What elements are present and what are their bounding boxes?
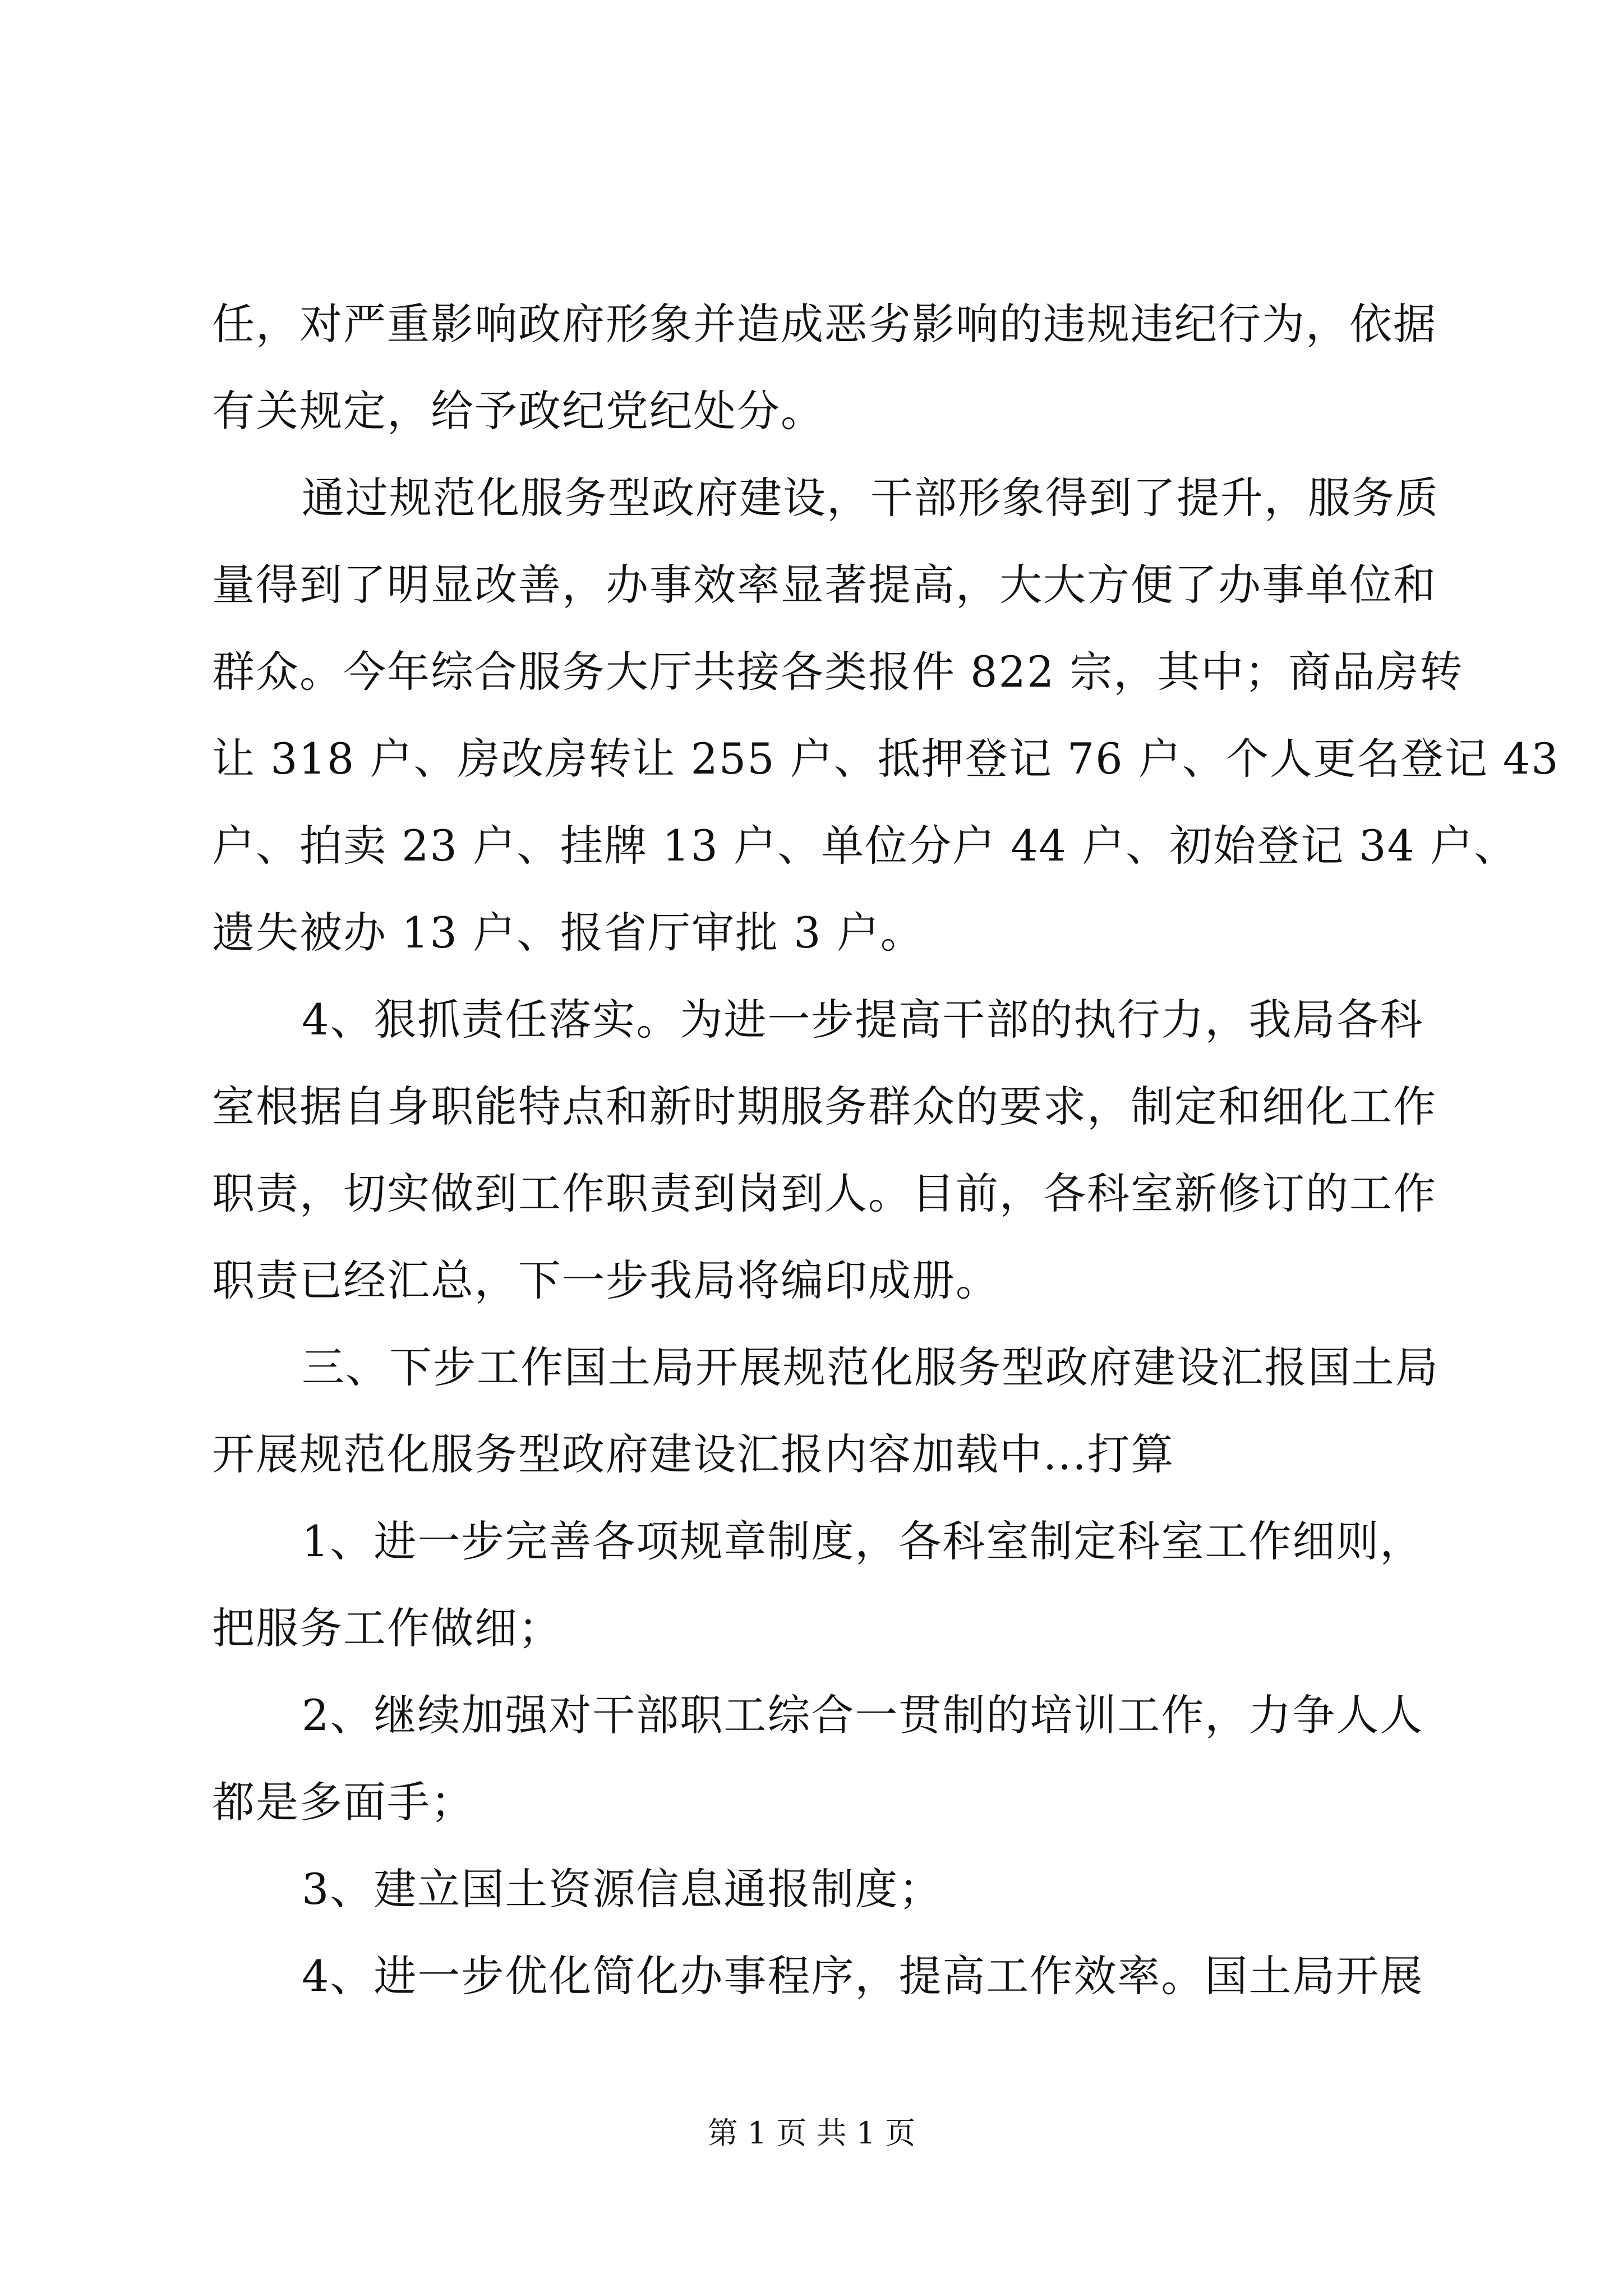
text-line: 通过规范化服务型政府建设，干部形象得到了提升，服务质 xyxy=(302,473,1439,523)
text-line: 1、进一步完善各项规章制度，各科室制定科室工作细则， xyxy=(302,1516,1424,1566)
text-line: 户、拍卖 23 户、挂牌 13 户、单位分户 44 户、初始登记 34 户、 xyxy=(212,821,1518,871)
text-line: 三、下步工作国土局开展规范化服务型政府建设汇报国土局 xyxy=(302,1342,1439,1392)
text-line: 3、建立国土资源信息通报制度； xyxy=(302,1864,943,1914)
text-line: 都是多面手； xyxy=(212,1777,474,1827)
text-line: 室根据自身职能特点和新时期服务群众的要求，制定和细化工作 xyxy=(212,1082,1437,1131)
text-line: 让 318 户、房改房转让 255 户、抵押登记 76 户、个人更名登记 43 xyxy=(212,734,1560,784)
text-line: 4、狠抓责任落实。为进一步提高干部的执行力，我局各科 xyxy=(302,995,1424,1045)
text-line: 遗失被办 13 户、报省厅审批 3 户。 xyxy=(212,908,924,958)
text-line: 4、进一步优化简化办事程序，提高工作效率。国土局开展 xyxy=(302,1951,1424,2001)
text-line: 群众。今年综合服务大厅共接各类报件 822 宗，其中；商品房转 xyxy=(212,647,1464,697)
page-footer: 第 1 页 共 1 页 xyxy=(707,2115,916,2151)
text-line: 职责已经汇总，下一步我局将编印成册。 xyxy=(212,1255,999,1305)
text-line: 有关规定，给予政纪党纪处分。 xyxy=(212,386,824,436)
document-body xyxy=(212,280,1560,2019)
text-line: 把服务工作做细； xyxy=(212,1603,562,1653)
text-line: 量得到了明显改善，办事效率显著提高，大大方便了办事单位和 xyxy=(212,560,1437,610)
text-line: 职责，切实做到工作职责到岗到人。目前，各科室新修订的工作 xyxy=(212,1168,1437,1218)
text-line: 任，对严重影响政府形象并造成恶劣影响的违规违纪行为，依据 xyxy=(212,299,1437,349)
text-line: 开展规范化服务型政府建设汇报内容加载中...打算 xyxy=(212,1429,1175,1479)
text-line: 2、继续加强对干部职工综合一贯制的培训工作，力争人人 xyxy=(302,1690,1424,1740)
